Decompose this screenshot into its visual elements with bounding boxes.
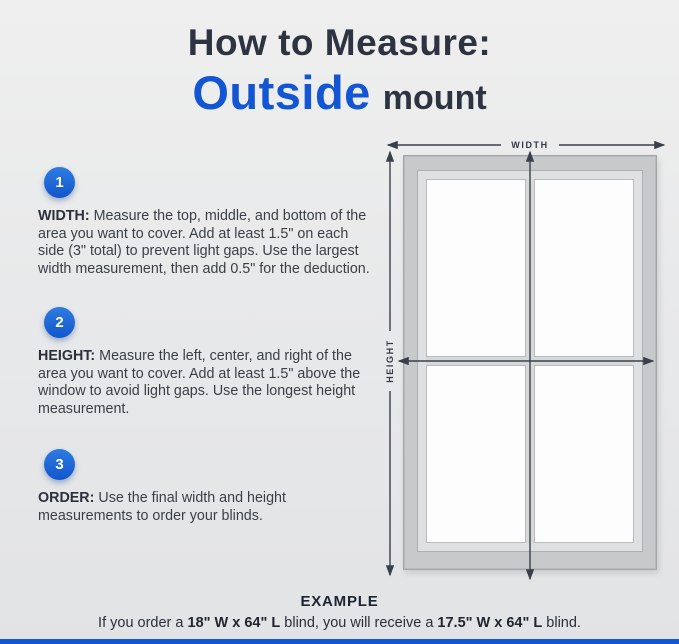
step-1-text [38,208,378,278]
title-line-2 [0,65,679,120]
example-heading: EXAMPLE [300,593,379,610]
example-ordered-size: 18" W x 64" L [187,615,281,631]
width-label: WIDTH [511,140,549,150]
step-3-number: 3 [55,456,64,473]
step-1-label: WIDTH: [38,208,90,224]
step-1-number: 1 [55,174,64,191]
step-1 [38,167,378,278]
example-prefix: If you order a [98,615,188,631]
title-line-1: How to Measure: [187,22,492,63]
window-diagram [383,138,669,585]
example-received-size: 17.5" W x 64" L [437,615,543,631]
height-label: HEIGHT [385,339,395,383]
step-2-text [38,348,378,418]
step-2-body: Measure the left, center, and right of the area you want to cover. Add at least 1.5" above the window to avoid light gaps. Use the longest height measurement. [38,348,361,417]
example-middle: blind, you will receive a [280,615,438,631]
step-3-label: ORDER: [38,490,95,506]
step-3-text [38,490,378,525]
title-mount-word: mount [382,79,487,117]
step-3 [38,449,378,525]
step-1-number-badge [44,167,75,198]
measurement-arrows [383,138,669,585]
bottom-accent-bar [0,639,679,644]
step-3-number-badge [44,449,75,480]
step-2-number-badge [44,307,75,338]
step-2-label: HEIGHT: [38,348,96,364]
example-section [0,593,679,631]
title-mount-type: Outside [192,66,371,119]
step-3-body: Use the final width and height measurements to order your blinds. [38,490,286,524]
step-2 [38,307,378,418]
example-text [0,615,679,631]
step-1-body: Measure the top, middle, and bottom of the area you want to cover. Add at least 1.5" on each side (3" total) to prevent light gaps. Use the largest width measurement, then add 0.5" for the deduction. [38,208,370,277]
step-2-number: 2 [55,314,64,331]
page-title [0,22,679,120]
example-suffix: blind. [542,615,581,631]
